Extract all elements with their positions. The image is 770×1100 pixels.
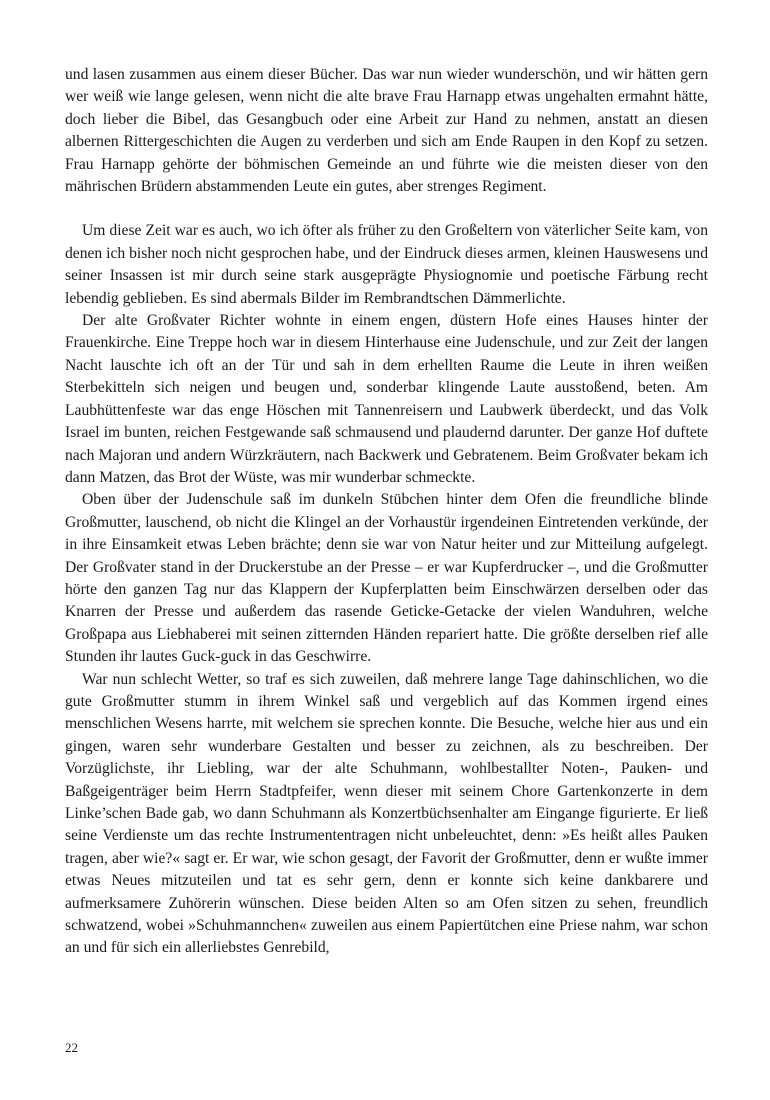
paragraph-4: Oben über der Judenschule saß im dunkeln Stübchen hinter dem Ofen die freundliche blinde Großmutter, lauschend, ob nicht die Klingel an der Vorhaustür irgendeinen Eintretenden verkünde, der in ihre Einsamkeit etwas Leben brächte; denn sie war von Natur heiter und zur Mitteilung aufgelegt. Der Großvater stand in der Druckerstube an der Presse – er war Kupferdrucker –, und die Großmutter hörte den ganzen Tag nur das Klappern der Kupferplatten beim Einschwärzen derselben oder das Knarren der Presse und außerdem das rasende Geticke-Getacke der vielen Wanduhren, welche Großpapa aus Liebhaberei mit seinen zitternden Händen repariert hatte. Die größte derselben rief alle Stunden ihr lautes Guck-guck in das Geschwirre.: [65, 491, 708, 666]
paragraph-1: und lasen zusammen aus einem dieser Bücher. Das war nun wieder wunderschön, und wir hätten gern wer weiß wie lange gelesen, wenn nicht die alte brave Frau Harnapp etwas ungehalten ermahnt hätte, doch lieber die Bibel, das Gesangbuch oder eine Arbeit zur Hand zu nehmen, anstatt an diesen albernen Rittergeschichten die Augen zu verderben und sich am Ende Raupen in den Kopf zu setzen. Frau Harnapp gehörte der böhmischen Gemeinde an und führte wie die meisten dieser von den mährischen Brüdern abstammenden Leute ein gutes, aber strenges Regiment.: [65, 66, 708, 196]
paragraph-3: Der alte Großvater Richter wohnte in einem engen, düstern Hofe eines Hauses hinter der Frauenkirche. Eine Treppe hoch war in diesem Hinterhause eine Judenschule, und zur Zeit der langen Nacht lauschte ich oft an der Tür und sah in dem erhellten Raume die Leute in ihren weißen Sterbekitteln sich neigen und beugen und, sonderbar klingende Laute ausstoßend, beten. Am Laubhüttenfeste war das enge Höschen mit Tannenreisern und Laubwerk überdeckt, und das Volk Israel im bunten, reichen Festgewande saß schmausend und plaudernd darunter. Der ganze Hof duftete nach Majoran und andern Würzkräutern, nach Backwerk und Gebratenem. Beim Großvater bekam ich dann Matzen, das Brot der Wüste, was mir wunderbar schmeckte.: [65, 312, 708, 486]
page-number: 22: [65, 1040, 78, 1055]
paragraph-2: Um diese Zeit war es auch, wo ich öfter als früher zu den Großeltern von väterlicher Seite kam, von denen ich bisher noch nicht gesprochen habe, und der Eindruck dieses armen, kleinen Hauswesens und seiner Insassen ist mir durch seine stark ausgeprägte Physiognomie und poetische Färbung recht lebendig geblieben. Es sind abermals Bilder im Rembrandtschen Dämmerlichte.: [65, 222, 708, 307]
paragraph-5: War nun schlecht Wetter, so traf es sich zuweilen, daß mehrere lange Tage dahinschlichen, wo die gute Großmutter stumm in ihrem Winkel saß und vergeblich auf das Kommen irgend eines menschlichen Wesens harrte, mit welchem sie sprechen konnte. Die Besuche, welche hier aus und ein gingen, waren sehr wunderbare Gestalten und besser zu zeichnen, als zu beschreiben. Der Vorzüglichste, ihr Liebling, war der alte Schuhmann, wohlbestallter Noten-, Pauken- und Baßgeigenträger beim Herrn Stadtpfeifer, wenn dieser mit seinem Chore Gartenkonzerte in dem Linke’schen Bade gab, wo dann Schuhmann als Konzertbüchsenhalter am Eingange figurierte. Er ließ seine Verdienste um das rechte Instrumententragen nicht unbeleuchtet, denn: »Es heißt alles Pauken tragen, aber wie?« sagt er. Er war, wie schon gesagt, der Favorit der Großmutter, denn er wußte immer etwas Neues mitzuteilen und tat es sehr gern, denn er konnte sich keine dankbarere und aufmerksamere Zuhörerin wünschen. Diese beiden Alten so am Ofen sitzen zu sehen, freundlich schwatzend, wobei »Schuhmannchen« zuweilen aus einem Papiertütchen eine Priese nahm, war schon an und für sich ein allerliebstes Genrebild,: [65, 670, 708, 957]
section-gap: [65, 198, 708, 220]
book-page: [65, 64, 708, 960]
